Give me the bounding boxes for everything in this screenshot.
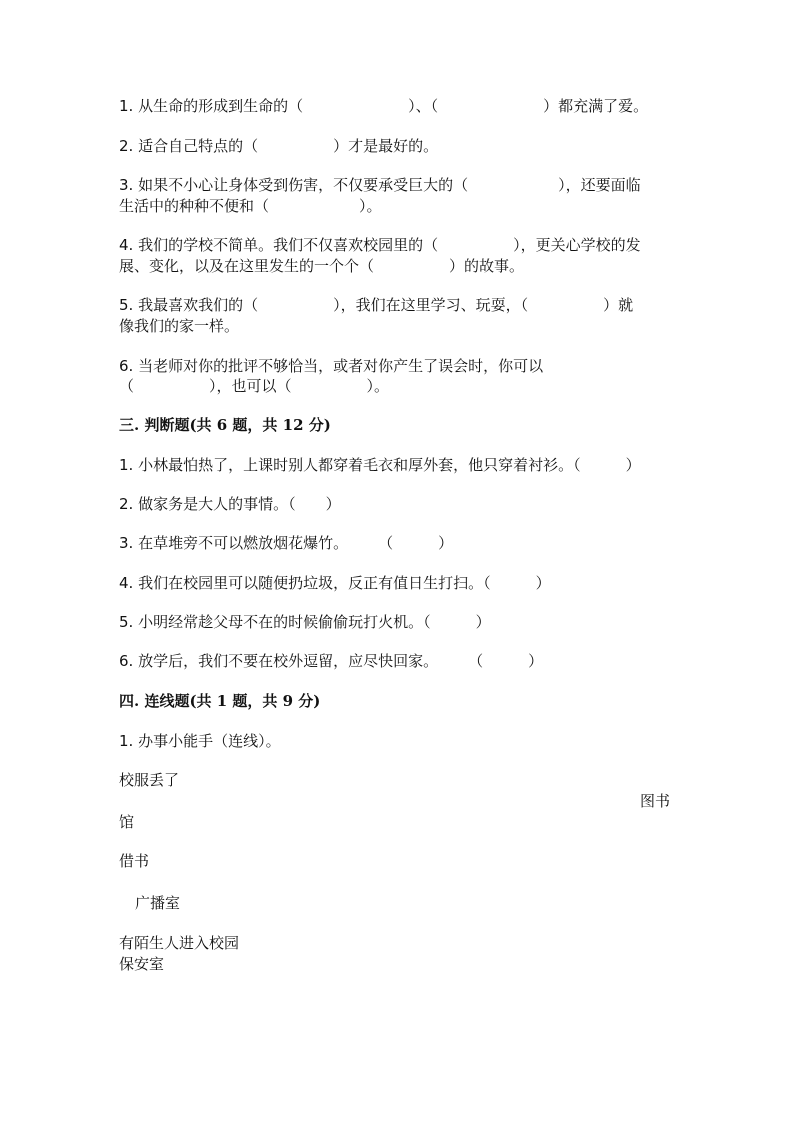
- fill-in-question-5-line-2: 像我们的家一样。: [119, 317, 240, 335]
- section-3-heading: 三. 判断题(共 6 题，共 12 分): [119, 416, 331, 434]
- true-false-question-3: 3. 在草堆旁不可以燃放烟花爆竹。 （ ）: [119, 534, 454, 552]
- true-false-question-6: 6. 放学后，我们不要在校外逗留，应尽快回家。 （ ）: [119, 652, 544, 670]
- fill-in-question-3-line-2: 生活中的种种不便和（ ）。: [119, 197, 382, 215]
- fill-in-question-6-line-1: 6. 当老师对你的批评不够恰当，或者对你产生了误会时，你可以: [119, 357, 544, 375]
- matching-item: 校服丢了: [119, 771, 180, 789]
- fill-in-question-4-line-1: 4. 我们的学校不简单。我们不仅喜欢校园里的（ ），更关心学校的发: [119, 236, 641, 254]
- fill-in-question-6-line-2: （ ），也可以（ ）。: [119, 377, 390, 395]
- fill-in-question-3-line-1: 3. 如果不小心让身体受到伤害，不仅要承受巨大的（ ），还要面临: [119, 176, 641, 194]
- true-false-question-2: 2. 做家务是大人的事情。（ ）: [119, 495, 341, 513]
- matching-item: 馆: [119, 813, 135, 831]
- true-false-question-1: 1. 小林最怕热了，上课时别人都穿着毛衣和厚外套，他只穿着衬衫。（ ）: [119, 456, 641, 474]
- matching-item: 图书: [640, 792, 671, 810]
- matching-item: 广播室: [135, 894, 181, 912]
- fill-in-question-1: 1. 从生命的形成到生命的（ ）、（ ）都充满了爱。: [119, 97, 649, 115]
- matching-item: 借书: [119, 852, 150, 870]
- fill-in-question-2: 2. 适合自己特点的（ ）才是最好的。: [119, 137, 439, 155]
- section-4-heading: 四. 连线题(共 1 题，共 9 分): [119, 692, 321, 710]
- true-false-question-5: 5. 小明经常趁父母不在的时候偷偷玩打火机。（ ）: [119, 613, 491, 631]
- true-false-question-4: 4. 我们在校园里可以随便扔垃圾，反正有值日生打扫。（ ）: [119, 574, 551, 592]
- matching-question: 1. 办事小能手（连线）。: [119, 732, 281, 750]
- fill-in-question-5-line-1: 5. 我最喜欢我们的（ ），我们在这里学习、玩耍，（ ）就: [119, 296, 634, 314]
- matching-item: 有陌生人进入校园: [119, 934, 240, 952]
- matching-item: 保安室: [119, 955, 165, 973]
- fill-in-question-4-line-2: 展、变化，以及在这里发生的一个个（ ）的故事。: [119, 257, 525, 275]
